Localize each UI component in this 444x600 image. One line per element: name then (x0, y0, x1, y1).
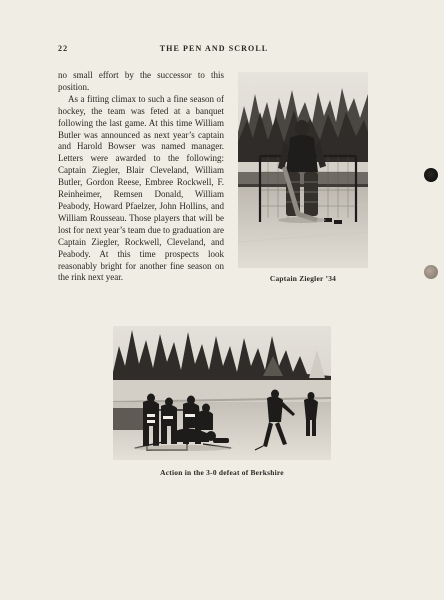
article-paragraph: no small effort by the successor to this position. (58, 70, 224, 92)
hockey-action-photo (113, 326, 331, 460)
binder-hole (424, 168, 438, 182)
article-paragraph: As a fitting climax to such a fine season of hockey, the team was feted at a banquet following the last game. At this time William Butler was announced as next year’s captain and Harold Bowser was named manager. Letters were awarded to the following: Captain Ziegler, Blair Cleveland, William Butler, Gordon Reese, Embree Rockwell, F. Reinheimer, Remsen Donald, William Peabody, Howard Pfaelzer, John Hollins, and William Rousseau. Those players that will be lost for next year’s team due to graduation are Captain Ziegler, Rockwell, Cleveland, and Peabody. At this time prospects look reasonably bright for another fine season on the rink next year. (58, 93, 224, 283)
page-header (58, 44, 370, 56)
binder-hole (424, 265, 438, 279)
action-photo-caption: Action in the 3-0 defeat of Berkshire (160, 468, 284, 477)
page-number: 22 (58, 44, 69, 53)
article-text (58, 70, 224, 284)
captain-photo-caption: Captain Ziegler ’34 (269, 274, 337, 283)
captain-ziegler-photo (238, 72, 368, 268)
running-title: THE PEN AND SCROLL (159, 44, 269, 53)
